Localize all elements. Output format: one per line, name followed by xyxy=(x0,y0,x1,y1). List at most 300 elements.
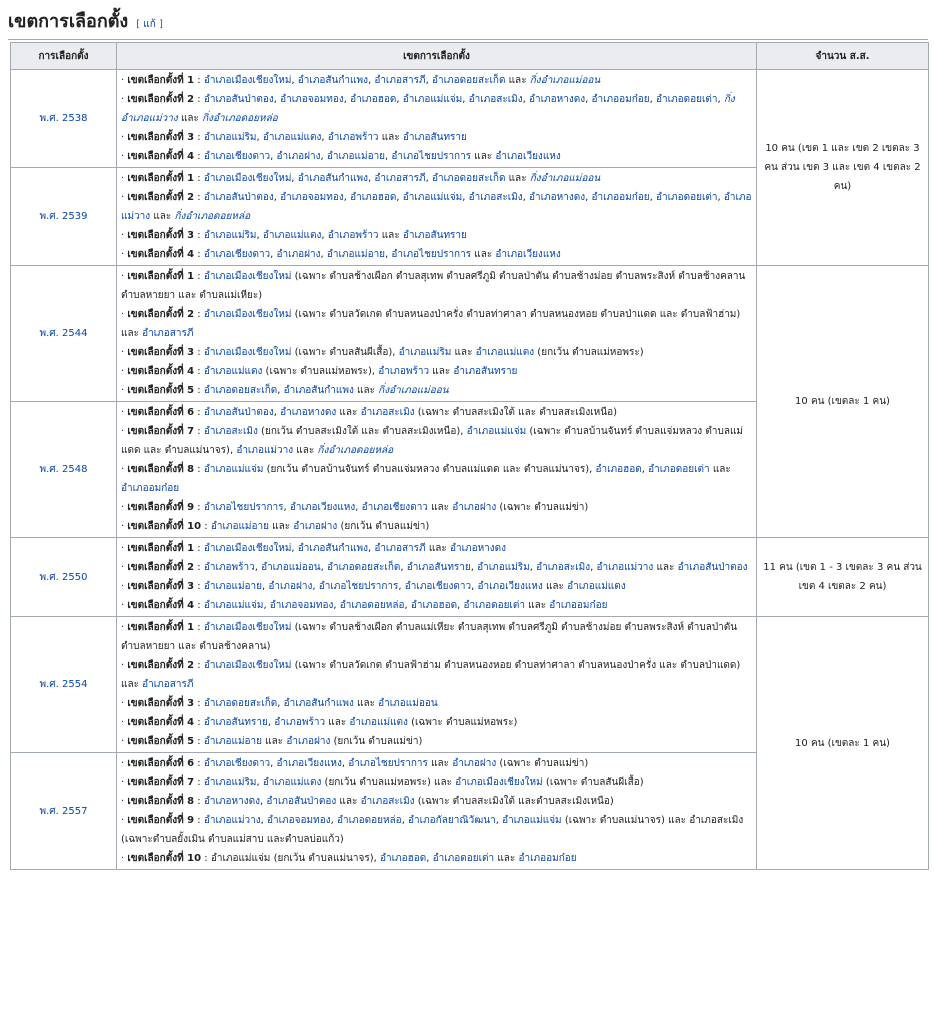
district-link[interactable]: อำเภอฝาง xyxy=(452,758,497,769)
district-link[interactable]: อำเภอแม่ริม xyxy=(203,777,257,788)
zone-line: · เขตเลือกตั้งที่ 5 : อำเภอดอยสะเก็ด, อำเภอสันกำแพง และ กิ่งอำเภอแม่ออน xyxy=(121,385,449,396)
district-link[interactable]: อำเภอแม่แตง xyxy=(262,777,322,788)
zone-text: : xyxy=(194,717,204,728)
district-link[interactable]: กิ่งอำเภอดอยหล่อ xyxy=(317,445,394,456)
district-link[interactable]: อำเภอสันกำแพง xyxy=(297,75,368,86)
district-link[interactable]: อำเภอฝาง xyxy=(293,521,338,532)
section-heading xyxy=(8,6,928,40)
district-link[interactable]: อำเภอฮอด xyxy=(595,464,642,475)
zone-label: เขตเลือกตั้งที่ 2 xyxy=(127,94,195,105)
zone-text: และ xyxy=(336,796,361,807)
zone-text: : xyxy=(194,192,204,203)
zone-line: · เขตเลือกตั้งที่ 9 : อำเภอไชยปราการ, อำเภอเวียงแหง, อำเภอเชียงดาว และ อำเภอฝาง (เฉพาะ ตำบลแม่ข่า) xyxy=(121,502,589,513)
election-year-cell xyxy=(11,753,117,870)
zone-text: : xyxy=(194,777,204,788)
zone-text: , xyxy=(320,151,327,162)
district-link[interactable]: อำเภอสันป่าตอง xyxy=(677,562,748,573)
district-link[interactable]: อำเภอหางดง xyxy=(203,796,260,807)
edit-link-label[interactable]: แก้ xyxy=(143,19,156,30)
district-link[interactable]: กิ่งอำเภอดอยหล่อ xyxy=(202,113,278,124)
zone-text: , xyxy=(263,600,270,611)
election-year-link[interactable]: พ.ศ. 2548 xyxy=(39,464,88,475)
zone-label: เขตเลือกตั้งที่ 1 xyxy=(127,622,195,633)
zone-text: , xyxy=(273,94,281,105)
zone-text: : อำเภอแม่แจ่ม (ยกเว้น ตำบลแม่นาจร), xyxy=(201,853,380,864)
district-link[interactable]: อำเภอดอยเต่า xyxy=(648,464,710,475)
zone-text: , xyxy=(385,249,392,260)
zone-line: · เขตเลือกตั้งที่ 1 : อำเภอเมืองเชียงใหม่, อำเภอสันกำแพง, อำเภอสารภี และ อำเภอหางดง xyxy=(121,543,507,554)
district-link[interactable]: อำเภอแม่ริม xyxy=(477,562,530,573)
district-link[interactable]: อำเภอไชยปราการ xyxy=(318,581,399,592)
zone-text: และ xyxy=(505,75,530,86)
zone-text: และ xyxy=(542,581,568,592)
zone-text: (เฉพาะ ตำบลแม่หอพระ) xyxy=(407,717,518,728)
zone-text: , xyxy=(256,132,263,143)
district-link[interactable]: อำเภอฮอด xyxy=(380,853,427,864)
zone-text: , xyxy=(277,698,284,709)
zone-text: , xyxy=(649,94,656,105)
zone-line: · เขตเลือกตั้งที่ 1 : อำเภอเมืองเชียงใหม่, อำเภอสันกำแพง, อำเภอสารภี, อำเภอดอยสะเก็ด และ กิ่งอำเภอแม่ออน xyxy=(121,173,601,184)
zone-text: (ยกเว้น ตำบลแม่ข่า) xyxy=(330,736,423,747)
district-link[interactable]: อำเภอแม่แจ่ม xyxy=(402,94,463,105)
election-year-cell xyxy=(11,538,117,617)
zone-label: เขตเลือกตั้งที่ 2 xyxy=(127,660,195,671)
district-link[interactable]: อำเภอแม่ริม xyxy=(203,132,257,143)
zone-text: , xyxy=(262,581,269,592)
district-link[interactable]: อำเภอแม่ริม xyxy=(203,230,257,241)
zone-label: เขตเลือกตั้งที่ 5 xyxy=(127,736,195,747)
zone-line: · เขตเลือกตั้งที่ 10 : อำเภอแม่อาย และ อำเภอฝาง (ยกเว้น ตำบลแม่ข่า) xyxy=(121,521,430,532)
zone-text: (เฉพาะ ตำบลสันผีเสื้อ), xyxy=(291,347,399,358)
mp-count-cell: 11 คน (เขต 1 - 3 เขตละ 3 คน ส่วน เขต 4 เขตละ 2 คน) xyxy=(757,538,929,617)
election-year-link[interactable]: พ.ศ. 2544 xyxy=(39,328,88,339)
zones-cell xyxy=(117,168,757,266)
zone-line: · เขตเลือกตั้งที่ 3 : อำเภอแม่ริม, อำเภอแม่แตง, อำเภอพร้าว และ อำเภอสันทราย xyxy=(121,132,467,143)
zone-text: : xyxy=(194,815,204,826)
zone-line: · เขตเลือกตั้งที่ 4 : อำเภอเชียงดาว, อำเภอฝาง, อำเภอแม่อาย, อำเภอไชยปราการ และ อำเภอเวียงแหง xyxy=(121,151,561,162)
district-link[interactable]: อำเภอหางดง xyxy=(529,192,586,203)
zone-text: (เฉพาะ ตำบลช้างเผือก ตำบลแม่เหียะ ตำบลสุเทพ ตำบลศรีภูมิ ตำบลช้างม่อย ตำบลพระสิงห์ ตำบลป่าตัน ตำบลหายยา และ ตำบลช้างคลาน) xyxy=(121,622,738,652)
district-link[interactable]: อำเภอสันกำแพง xyxy=(283,698,354,709)
district-link[interactable]: อำเภอเชียงดาว xyxy=(203,249,271,260)
district-link[interactable]: อำเภอสันทราย xyxy=(402,230,467,241)
district-link[interactable]: อำเภอแม่แจ่ม xyxy=(502,815,562,826)
election-year-link[interactable]: พ.ศ. 2554 xyxy=(39,679,88,690)
district-link[interactable]: อำเภอเชียงดาว xyxy=(203,151,271,162)
district-link[interactable]: อำเภอแม่อาย xyxy=(326,151,386,162)
district-link[interactable]: อำเภอหางดง xyxy=(449,543,507,554)
district-link[interactable]: อำเภอสารภี xyxy=(142,328,194,339)
zone-line: · เขตเลือกตั้งที่ 2 : อำเภอสันป่าตอง, อำเภอจอมทอง, อำเภอฮอด, อำเภอแม่แจ่ม, อำเภอสะเมิง, อำเภอหางดง, อำเภออมก๋อย, อำเภอดอยเต่า, กิ่งอำเภอแม่วาง และ กิ่งอำเภอดอยหล่อ xyxy=(121,94,735,124)
election-year-cell xyxy=(11,70,117,168)
district-link[interactable]: อำเภอสะเมิง xyxy=(203,426,258,437)
zone-line: · เขตเลือกตั้งที่ 3 : อำเภอเมืองเชียงใหม่ (เฉพาะ ตำบลสันผีเสื้อ), อำเภอแม่ริม และ อำเภอแม่แตง (ยกเว้น ตำบลแม่หอพระ) xyxy=(121,347,644,358)
district-link[interactable]: กิ่งอำเภอแม่ออน xyxy=(529,173,601,184)
zone-text: , xyxy=(522,192,529,203)
district-link[interactable]: อำเภอดอยเต่า xyxy=(432,853,495,864)
zone-text: , xyxy=(267,717,275,728)
zone-label: เขตเลือกตั้งที่ 2 xyxy=(127,309,195,320)
district-link[interactable]: อำเภอฝาง xyxy=(452,502,497,513)
mp-count-cell: 10 คน (เขต 1 และ เขต 2 เขตละ 3 คน ส่วน เขต 3 และ เขต 4 เขตละ 2 คน) xyxy=(757,70,929,266)
zone-text: และ xyxy=(427,502,453,513)
zone-text: (ยกเว้น ตำบลแม่หอพระ) และ xyxy=(321,777,456,788)
district-link[interactable]: อำเภอจอมทอง xyxy=(267,815,331,826)
district-link[interactable]: อำเภอเมืองเชียงใหม่ xyxy=(203,271,292,282)
district-link[interactable]: อำเภอเมืองเชียงใหม่ xyxy=(203,347,292,358)
zone-text: : xyxy=(194,347,204,358)
zone-label: เขตเลือกตั้งที่ 5 xyxy=(127,385,195,396)
district-link[interactable]: อำเภอเวียงแหง xyxy=(495,151,561,162)
district-link[interactable]: อำเภอหางดง xyxy=(280,407,337,418)
district-link[interactable]: อำเภอสะเมิง xyxy=(536,562,591,573)
district-link[interactable]: อำเภอดอยสะเก็ด xyxy=(203,698,278,709)
district-link[interactable]: อำเภอสารภี xyxy=(374,75,426,86)
table-header-row xyxy=(11,43,929,70)
district-link[interactable]: อำเภอแม่ออน xyxy=(261,562,321,573)
edit-section-link[interactable]: [ แก้ ] xyxy=(136,19,163,30)
zone-text: : xyxy=(194,600,204,611)
district-link[interactable]: อำเภอไชยปราการ xyxy=(391,151,472,162)
district-link[interactable]: อำเภอสันกำแพง xyxy=(297,543,368,554)
election-year-cell xyxy=(11,402,117,538)
zone-label: เขตเลือกตั้งที่ 4 xyxy=(127,151,195,162)
zone-text: : xyxy=(194,75,204,86)
zones-cell xyxy=(117,70,757,168)
zone-text: (ยกเว้น ตำบลแม่ข่า) xyxy=(337,521,430,532)
district-link[interactable]: อำเภอฮอด xyxy=(350,192,397,203)
zone-text: : xyxy=(194,249,204,260)
mp-count-cell: 10 คน (เขตละ 1 คน) xyxy=(757,266,929,538)
district-link[interactable]: อำเภอพร้าว xyxy=(274,717,326,728)
district-link[interactable]: อำเภอสันป่าตอง xyxy=(203,192,274,203)
zone-text: : xyxy=(194,581,204,592)
district-link[interactable]: อำเภอสะเมิง xyxy=(468,192,523,203)
zone-text: , xyxy=(396,192,403,203)
district-link[interactable]: อำเภอแม่แตง xyxy=(203,366,263,377)
district-link[interactable]: อำเภอดอยเต่า xyxy=(655,192,718,203)
district-link[interactable]: อำเภอแม่แตง xyxy=(262,132,322,143)
district-link[interactable]: อำเภอแม่แจ่ม xyxy=(466,426,527,437)
zone-text: , xyxy=(641,464,649,475)
district-link[interactable]: กิ่งอำเภอแม่วาง xyxy=(121,94,735,124)
district-link[interactable]: อำเภอจอมทอง xyxy=(280,192,344,203)
zone-line: · เขตเลือกตั้งที่ 7 : อำเภอแม่ริม, อำเภอแม่แตง (ยกเว้น ตำบลแม่หอพระ) และ อำเภอเมืองเชียงใหม่ (เฉพาะ ตำบลสันผีเสื้อ) xyxy=(121,777,644,788)
zone-line: · เขตเลือกตั้งที่ 3 : อำเภอแม่อาย, อำเภอฝาง, อำเภอไชยปราการ, อำเภอเชียงดาว, อำเภอเวียงแหง และ อำเภอแม่แตง xyxy=(121,581,626,592)
zone-text: (เฉพาะ ตำบลแม่ข่า) xyxy=(496,502,589,513)
header-constituencies: เขตการเลือกตั้ง xyxy=(117,43,757,70)
zone-text: , xyxy=(321,230,328,241)
zone-text: , xyxy=(270,249,277,260)
district-link[interactable]: อำเภอเวียงแหง xyxy=(289,502,356,513)
district-link[interactable]: อำเภอเมืองเชียงใหม่ xyxy=(203,543,292,554)
district-link[interactable]: อำเภอสันป่าตอง xyxy=(203,407,274,418)
zone-line: · เขตเลือกตั้งที่ 9 : อำเภอแม่วาง, อำเภอจอมทอง, อำเภอดอยหล่อ, อำเภอกัลยาณิวัฒนา, อำเภอแม่แจ่ม (เฉพาะ ตำบลแม่นาจร) และ อำเภอสะเมิง (เฉพาะตำบลยั้งเมิน ตำบลแม่สาบ และตำบลบ่อแก้ว) xyxy=(121,815,744,845)
district-link[interactable]: อำเภอสารภี xyxy=(374,543,426,554)
election-year-link[interactable]: พ.ศ. 2539 xyxy=(39,211,88,222)
zone-label: เขตเลือกตั้งที่ 2 xyxy=(127,192,195,203)
district-link[interactable]: อำเภอเมืองเชียงใหม่ xyxy=(203,622,292,633)
zone-text: , xyxy=(254,562,262,573)
district-link[interactable]: อำเภอแม่ออน xyxy=(378,698,438,709)
district-link[interactable]: อำเภอดอยสะเก็ด xyxy=(432,75,506,86)
district-link[interactable]: อำเภอสะเมิง xyxy=(360,796,415,807)
district-link[interactable]: อำเภอแม่แจ่ม xyxy=(203,600,264,611)
zone-text: และ xyxy=(378,132,403,143)
zone-label: เขตเลือกตั้งที่ 7 xyxy=(127,777,195,788)
district-link[interactable]: อำเภอแม่แตง xyxy=(349,717,408,728)
district-link[interactable]: อำเภอฮอด xyxy=(410,600,458,611)
district-link[interactable]: กิ่งอำเภอแม่ออน xyxy=(529,75,601,86)
district-link[interactable]: อำเภอแม่แจ่ม xyxy=(203,464,264,475)
zone-text: , xyxy=(425,173,432,184)
district-link[interactable]: อำเภอเมืองเชียงใหม่ xyxy=(203,660,292,671)
election-year-link[interactable]: พ.ศ. 2557 xyxy=(39,805,88,817)
district-link[interactable]: อำเภอแม่อาย xyxy=(203,581,263,592)
zone-line: · เขตเลือกตั้งที่ 1 : อำเภอเมืองเชียงใหม่ (เฉพาะ ตำบลช้างเผือก ตำบลแม่เหียะ ตำบลสุเทพ ตำบลศรีภูมิ ตำบลช้างม่อย ตำบลพระสิงห์ ตำบลป่าตัน ตำบลหายยา และ ตำบลช้างคลาน) xyxy=(121,622,738,652)
district-link[interactable]: อำเภอจอมทอง xyxy=(269,600,334,611)
zone-text: และ xyxy=(177,113,203,124)
zone-line: · เขตเลือกตั้งที่ 8 : อำเภอหางดง, อำเภอสันป่าตอง และ อำเภอสะเมิง (เฉพาะ ตำบลสะเมิงใต้ และตำบลสะเมิงเหนือ) xyxy=(121,796,614,807)
zone-text: และ xyxy=(353,698,379,709)
zone-text: , xyxy=(398,581,405,592)
district-link[interactable]: อำเภอสะเมิง xyxy=(360,407,415,418)
zone-text: , xyxy=(291,543,298,554)
zone-text: , xyxy=(256,777,263,788)
district-link[interactable]: อำเภอเวียงแหง xyxy=(495,249,561,260)
zone-label: เขตเลือกตั้งที่ 1 xyxy=(127,271,195,282)
zone-text: และ xyxy=(505,173,530,184)
zone-line: · เขตเลือกตั้งที่ 2 : อำเภอเมืองเชียงใหม่ (เฉพาะ ตำบลวัดเกต ตำบลฟ้าฮ่าม ตำบลหนองหอย ตำบลท่าศาลา ตำบลหนองป่าครั่ง และ ตำบลป่าแดด) และ อำเภอสารภี xyxy=(121,660,741,690)
district-link[interactable]: อำเภอสันทราย xyxy=(453,366,518,377)
zone-label: เขตเลือกตั้งที่ 8 xyxy=(127,464,195,475)
district-link[interactable]: อำเภอเชียงดาว xyxy=(361,502,428,513)
district-link[interactable]: อำเภอเมืองเชียงใหม่ xyxy=(203,173,292,184)
zone-text: (เฉพาะ ตำบลสะเมิงใต้ และ ตำบลสะเมิงเหนือ) xyxy=(414,407,617,418)
zone-line: · เขตเลือกตั้งที่ 1 : อำเภอเมืองเชียงใหม่, อำเภอสันกำแพง, อำเภอสารภี, อำเภอดอยสะเก็ด และ กิ่งอำเภอแม่ออน xyxy=(121,75,601,86)
zones-cell xyxy=(117,402,757,538)
zone-text: , xyxy=(385,151,392,162)
zone-text: , xyxy=(495,815,503,826)
district-link[interactable]: อำเภออมก๋อย xyxy=(591,192,650,203)
zone-line: · เขตเลือกตั้งที่ 3 : อำเภอดอยสะเก็ด, อำเภอสันกำแพง และ อำเภอแม่ออน xyxy=(121,698,438,709)
zone-text: และ xyxy=(336,407,361,418)
district-link[interactable]: อำเภอพร้าว xyxy=(203,562,255,573)
zone-text: และ xyxy=(429,366,454,377)
zone-text: , xyxy=(585,94,592,105)
zone-line: · เขตเลือกตั้งที่ 6 : อำเภอสันป่าตอง, อำเภอหางดง และ อำเภอสะเมิง (เฉพาะ ตำบลสะเมิงใต้ และ ตำบลสะเมิงเหนือ) xyxy=(121,407,617,418)
zone-text: : xyxy=(194,407,204,418)
election-year-link[interactable]: พ.ศ. 2538 xyxy=(39,113,88,124)
district-link[interactable]: อำเภอแม่แตง xyxy=(262,230,322,241)
zone-text: , xyxy=(396,94,403,105)
district-link[interactable]: กิ่งอำเภอดอยหล่อ xyxy=(174,211,251,222)
zone-text: , xyxy=(273,407,281,418)
district-link[interactable]: อำเภอแม่แตง xyxy=(567,581,626,592)
zone-text: และ xyxy=(425,543,450,554)
district-link[interactable]: อำเภอพร้าว xyxy=(327,230,379,241)
zone-text: , xyxy=(470,562,478,573)
zones-cell xyxy=(117,266,757,402)
zone-text: , xyxy=(320,249,327,260)
zone-text: , xyxy=(717,192,724,203)
zone-text: และ xyxy=(524,600,550,611)
district-link[interactable]: อำเภอแม่แตง xyxy=(475,347,535,358)
zone-text: , xyxy=(259,796,267,807)
zone-text: , xyxy=(425,75,432,86)
district-link[interactable]: อำเภอฝาง xyxy=(276,151,321,162)
district-link[interactable]: อำเภอฮอด xyxy=(350,94,397,105)
district-link[interactable]: อำเภอแม่อาย xyxy=(326,249,386,260)
district-link[interactable]: อำเภอเชียงดาว xyxy=(203,758,271,769)
district-link[interactable]: อำเภอแม่วาง xyxy=(121,192,752,222)
zone-text: , xyxy=(471,581,478,592)
zone-text: (เฉพาะ ตำบลสันผีเสื้อ) xyxy=(542,777,644,788)
district-link[interactable]: อำเภออมก๋อย xyxy=(518,853,577,864)
zone-text: , xyxy=(367,75,375,86)
district-link[interactable]: อำเภอดอยสะเก็ด xyxy=(203,385,278,396)
district-link[interactable]: อำเภอหางดง xyxy=(529,94,586,105)
district-link[interactable]: อำเภอเวียงแหง xyxy=(477,581,543,592)
district-link[interactable]: อำเภอสันกำแพง xyxy=(297,173,368,184)
zone-line: · เขตเลือกตั้งที่ 10 : อำเภอแม่แจ่ม (ยกเว้น ตำบลแม่นาจร), อำเภอฮอด, อำเภอดอยเต่า และ อำเภออมก๋อย xyxy=(121,853,577,864)
zone-label: เขตเลือกตั้งที่ 3 xyxy=(127,230,195,241)
district-link[interactable]: อำเภอไชยปราการ xyxy=(391,249,472,260)
zone-label: เขตเลือกตั้งที่ 3 xyxy=(127,132,195,143)
district-link[interactable]: อำเภออมก๋อย xyxy=(591,94,650,105)
zone-line: · เขตเลือกตั้งที่ 8 : อำเภอแม่แจ่ม (ยกเว้น ตำบลบ้านจันทร์ ตำบลแจ่มหลวง ตำบลแม่แดด และ ตำบลแม่นาจร), อำเภอฮอด, อำเภอดอยเต่า และ อำเภออมก๋อย xyxy=(121,464,731,494)
district-link[interactable]: กิ่งอำเภอแม่ออน xyxy=(378,385,449,396)
zone-text: และ xyxy=(451,347,476,358)
zone-text: : xyxy=(194,271,204,282)
zone-text: , xyxy=(522,94,529,105)
district-link[interactable]: อำเภอพร้าว xyxy=(378,366,430,377)
district-link[interactable]: อำเภออมก๋อย xyxy=(121,483,180,494)
zone-text: : xyxy=(194,132,204,143)
zone-line: · เขตเลือกตั้งที่ 2 : อำเภอสันป่าตอง, อำเภอจอมทอง, อำเภอฮอด, อำเภอแม่แจ่ม, อำเภอสะเมิง, อำเภอหางดง, อำเภออมก๋อย, อำเภอดอยเต่า, อำเภอแม่วาง และ กิ่งอำเภอดอยหล่อ xyxy=(121,192,752,222)
election-year-link[interactable]: พ.ศ. 2550 xyxy=(39,571,88,583)
district-link[interactable]: อำเภอจอมทอง xyxy=(280,94,344,105)
election-year-cell xyxy=(11,266,117,402)
mp-count-cell: 10 คน (เขตละ 1 คน) xyxy=(757,617,929,870)
district-link[interactable]: อำเภอฝาง xyxy=(286,736,331,747)
zone-text: และ xyxy=(427,758,453,769)
zone-label: เขตเลือกตั้งที่ 1 xyxy=(127,543,195,554)
zone-label: เขตเลือกตั้งที่ 7 xyxy=(127,426,195,437)
zone-text: , xyxy=(367,543,375,554)
zone-text: , xyxy=(283,502,290,513)
zone-text: , xyxy=(291,173,298,184)
table-row xyxy=(11,617,929,753)
district-link[interactable]: อำเภอสันกำแพง xyxy=(283,385,354,396)
zone-line: · เขตเลือกตั้งที่ 2 : อำเภอเมืองเชียงใหม่ (เฉพาะ ตำบลวัดเกต ตำบลหนองป่าครั่ง ตำบลท่าศาลา ตำบลหนองหอย ตำบลป่าแดด และ ตำบลฟ้าฮ่าม) และ อำเภอสารภี xyxy=(121,309,741,339)
zone-label: เขตเลือกตั้งที่ 1 xyxy=(127,75,195,86)
zone-label: เขตเลือกตั้งที่ 2 xyxy=(127,562,195,573)
district-link[interactable]: อำเภออมก๋อย xyxy=(549,600,608,611)
zone-text: และ xyxy=(471,151,496,162)
district-link[interactable]: อำเภอดอยหล่อ xyxy=(336,815,402,826)
district-link[interactable]: อำเภอสันทราย xyxy=(402,132,467,143)
district-link[interactable]: อำเภอสารภี xyxy=(374,173,426,184)
district-link[interactable]: อำเภอไชยปราการ xyxy=(203,502,284,513)
district-link[interactable]: อำเภอแม่อาย xyxy=(210,521,269,532)
zone-text: และ xyxy=(378,230,403,241)
zone-label: เขตเลือกตั้งที่ 4 xyxy=(127,717,195,728)
zone-text: : xyxy=(194,502,204,513)
district-link[interactable]: อำเภอสันป่าตอง xyxy=(203,94,274,105)
district-link[interactable]: อำเภอดอยสะเก็ด xyxy=(432,173,506,184)
zone-text: , xyxy=(343,192,351,203)
district-link[interactable]: อำเภอแม่แจ่ม xyxy=(402,192,463,203)
zone-label: เขตเลือกตั้งที่ 9 xyxy=(127,815,195,826)
zone-text: : xyxy=(194,562,204,573)
district-link[interactable]: อำเภอสันป่าตอง xyxy=(266,796,337,807)
district-link[interactable]: อำเภอเวียงแหง xyxy=(276,758,342,769)
zone-label: เขตเลือกตั้งที่ 6 xyxy=(127,758,195,769)
zone-text: , xyxy=(585,192,592,203)
zone-text: , xyxy=(404,600,411,611)
zone-text: : xyxy=(194,796,204,807)
district-link[interactable]: อำเภอแม่ริม xyxy=(398,347,452,358)
district-link[interactable]: อำเภอแม่วาง xyxy=(596,562,654,573)
district-link[interactable]: อำเภอฝาง xyxy=(268,581,313,592)
election-year-cell xyxy=(11,168,117,266)
zone-text: และ xyxy=(353,385,379,396)
district-link[interactable]: อำเภอแม่วาง xyxy=(236,445,294,456)
section-title: เขตการเลือกตั้ง xyxy=(8,11,129,32)
district-link[interactable]: อำเภอเมืองเชียงใหม่ xyxy=(203,309,292,320)
zone-text: , xyxy=(321,132,328,143)
zone-text: (ยกเว้น ตำบลบ้านจันทร์ ตำบลแจ่มหลวง ตำบลแม่แดด และ ตำบลแม่นาจร), xyxy=(263,464,596,475)
district-link[interactable]: อำเภอสันทราย xyxy=(203,717,268,728)
zones-cell xyxy=(117,617,757,753)
district-link[interactable]: อำเภอดอยเต่า xyxy=(463,600,525,611)
zone-text: , xyxy=(330,815,337,826)
district-link[interactable]: อำเภอฝาง xyxy=(276,249,321,260)
zone-text: และ xyxy=(471,249,496,260)
district-link[interactable]: อำเภอดอยหล่อ xyxy=(339,600,405,611)
district-link[interactable]: อำเภอสะเมิง xyxy=(468,94,523,105)
zone-text: , xyxy=(270,758,277,769)
zone-text: : xyxy=(194,426,204,437)
zone-text: , xyxy=(462,192,469,203)
constituency-table xyxy=(10,42,929,870)
zone-text: , xyxy=(426,853,433,864)
zone-text: และ xyxy=(293,445,318,456)
zone-line: · เขตเลือกตั้งที่ 5 : อำเภอแม่อาย และ อำเภอฝาง (ยกเว้น ตำบลแม่ข่า) xyxy=(121,736,423,747)
district-link[interactable]: อำเภอดอยเต่า xyxy=(655,94,718,105)
district-link[interactable]: อำเภอไชยปราการ xyxy=(348,758,428,769)
district-link[interactable]: อำเภอพร้าว xyxy=(327,132,379,143)
zone-text: : xyxy=(194,385,204,396)
zone-text: , xyxy=(400,562,407,573)
district-link[interactable]: อำเภอเมืองเชียงใหม่ xyxy=(455,777,543,788)
district-link[interactable]: อำเภอเมืองเชียงใหม่ xyxy=(203,75,292,86)
district-link[interactable]: อำเภอดอยสะเก็ด xyxy=(326,562,401,573)
district-link[interactable]: อำเภอกัลยาณิวัฒนา xyxy=(408,815,496,826)
district-link[interactable]: อำเภอสารภี xyxy=(142,679,194,690)
zone-text: , xyxy=(256,230,263,241)
district-link[interactable]: อำเภอแม่อาย xyxy=(203,736,263,747)
zone-label: เขตเลือกตั้งที่ 9 xyxy=(127,502,195,513)
district-link[interactable]: อำเภอสันทราย xyxy=(406,562,471,573)
district-link[interactable]: อำเภอแม่วาง xyxy=(203,815,261,826)
zone-text: , xyxy=(367,173,375,184)
zone-text: , xyxy=(457,600,464,611)
zone-line: · เขตเลือกตั้งที่ 7 : อำเภอสะเมิง (ยกเว้น ตำบลสะเมิงใต้ และ ตำบลสะเมิงเหนือ), อำเภอแม่แจ่ม (เฉพาะ ตำบลบ้านจันทร์ ตำบลแจ่มหลวง ตำบลแม่แดด และ ตำบลแม่นาจร), อำเภอแม่วาง และ กิ่งอำเภอดอยหล่อ xyxy=(121,426,743,456)
district-link[interactable]: อำเภอเชียงดาว xyxy=(404,581,472,592)
zone-line: · เขตเลือกตั้งที่ 4 : อำเภอแม่แจ่ม, อำเภอจอมทอง, อำเภอดอยหล่อ, อำเภอฮอด, อำเภอดอยเต่า และ อำเภออมก๋อย xyxy=(121,600,608,611)
